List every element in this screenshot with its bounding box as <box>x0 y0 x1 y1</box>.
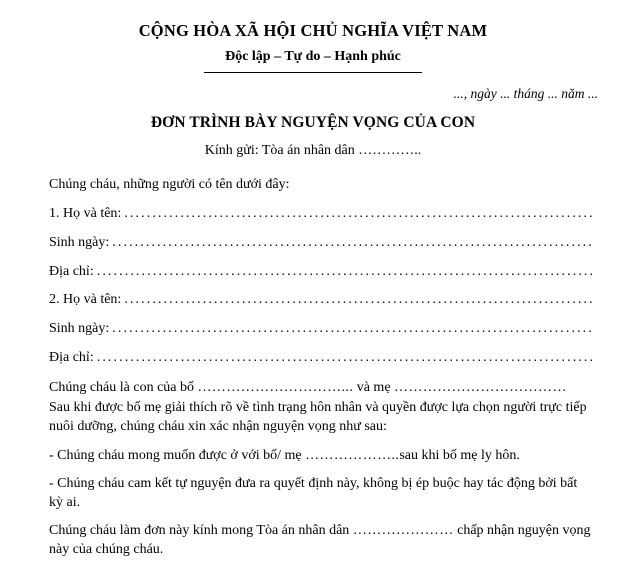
field-dot-leader[interactable] <box>124 292 592 306</box>
national-title: CỘNG HÒA XÃ HỘI CHỦ NGHĨA VIỆT NAM <box>138 21 488 40</box>
commitment-bullet-item <box>49 475 592 512</box>
field-row <box>49 321 592 338</box>
field-label: 1. Họ và tên: <box>49 205 122 221</box>
field-row <box>49 206 592 223</box>
wish-bullet-prefix: - Chúng cháu mong muốn được ở với bố/ mẹ <box>49 447 302 463</box>
chosen-parent-blank[interactable]: ……………….. <box>305 447 400 463</box>
parents-line-prefix: Chúng cháu là con của bố <box>49 379 195 395</box>
document-header <box>0 0 626 73</box>
father-name-blank[interactable]: …………………………... <box>197 379 354 395</box>
wish-bullet-suffix: sau khi bố mẹ ly hôn. <box>399 447 520 463</box>
closing-prefix: Chúng cháu làm đơn này kính mong Tòa án nhân dân <box>49 523 350 539</box>
court-name-blank[interactable]: ………………… <box>352 523 454 539</box>
document-body <box>0 160 626 559</box>
page-title: ĐƠN TRÌNH BÀY NGUYỆN VỌNG CỦA CON <box>150 113 476 131</box>
field-dot-leader[interactable] <box>97 350 592 364</box>
field-row <box>49 264 592 281</box>
commitment-bullet-text: - Chúng cháu cam kết tự nguyện đưa ra quyết định này, không bị ép buộc hay tác động bởi bất kỳ ai. <box>49 476 578 510</box>
intro-line: Chúng cháu, những người có tên dưới đây: <box>49 177 290 193</box>
mother-name-blank[interactable]: ……………………………… <box>394 379 567 395</box>
closing-paragraph <box>49 522 592 559</box>
field-label: Địa chỉ: <box>49 263 94 279</box>
field-label: Sinh ngày: <box>49 234 110 250</box>
motto-divider <box>204 72 422 73</box>
recipient-line: Kính gửi: Tòa án nhân dân ………….. <box>204 143 422 159</box>
explanation-paragraph: Sau khi được bố mẹ giải thích rõ về tình trạng hôn nhân và quyền được lựa chọn người trực tiếp nuôi dưỡng, chúng cháu xin xác nhận nguyện vọng như sau: <box>49 400 587 434</box>
national-motto: Độc lập – Tự do – Hạnh phúc <box>225 48 401 64</box>
field-row <box>49 350 592 367</box>
parents-line <box>49 379 592 398</box>
field-row <box>49 292 592 309</box>
field-dot-leader[interactable] <box>112 321 592 335</box>
closing-suffix: chấp nhận nguyện vọng này của chúng cháu. <box>49 523 591 558</box>
parents-line-middle: và mẹ <box>356 379 391 395</box>
date-line: ..., ngày ... tháng ... năm ... <box>453 85 598 101</box>
field-dot-leader[interactable] <box>112 235 592 249</box>
field-label: Sinh ngày: <box>49 321 110 337</box>
field-row <box>49 235 592 252</box>
field-label: 2. Họ và tên: <box>49 292 122 308</box>
wish-bullet-item <box>49 447 592 466</box>
field-label: Địa chỉ: <box>49 349 94 365</box>
field-dot-leader[interactable] <box>124 206 592 220</box>
field-dot-leader[interactable] <box>97 264 592 278</box>
